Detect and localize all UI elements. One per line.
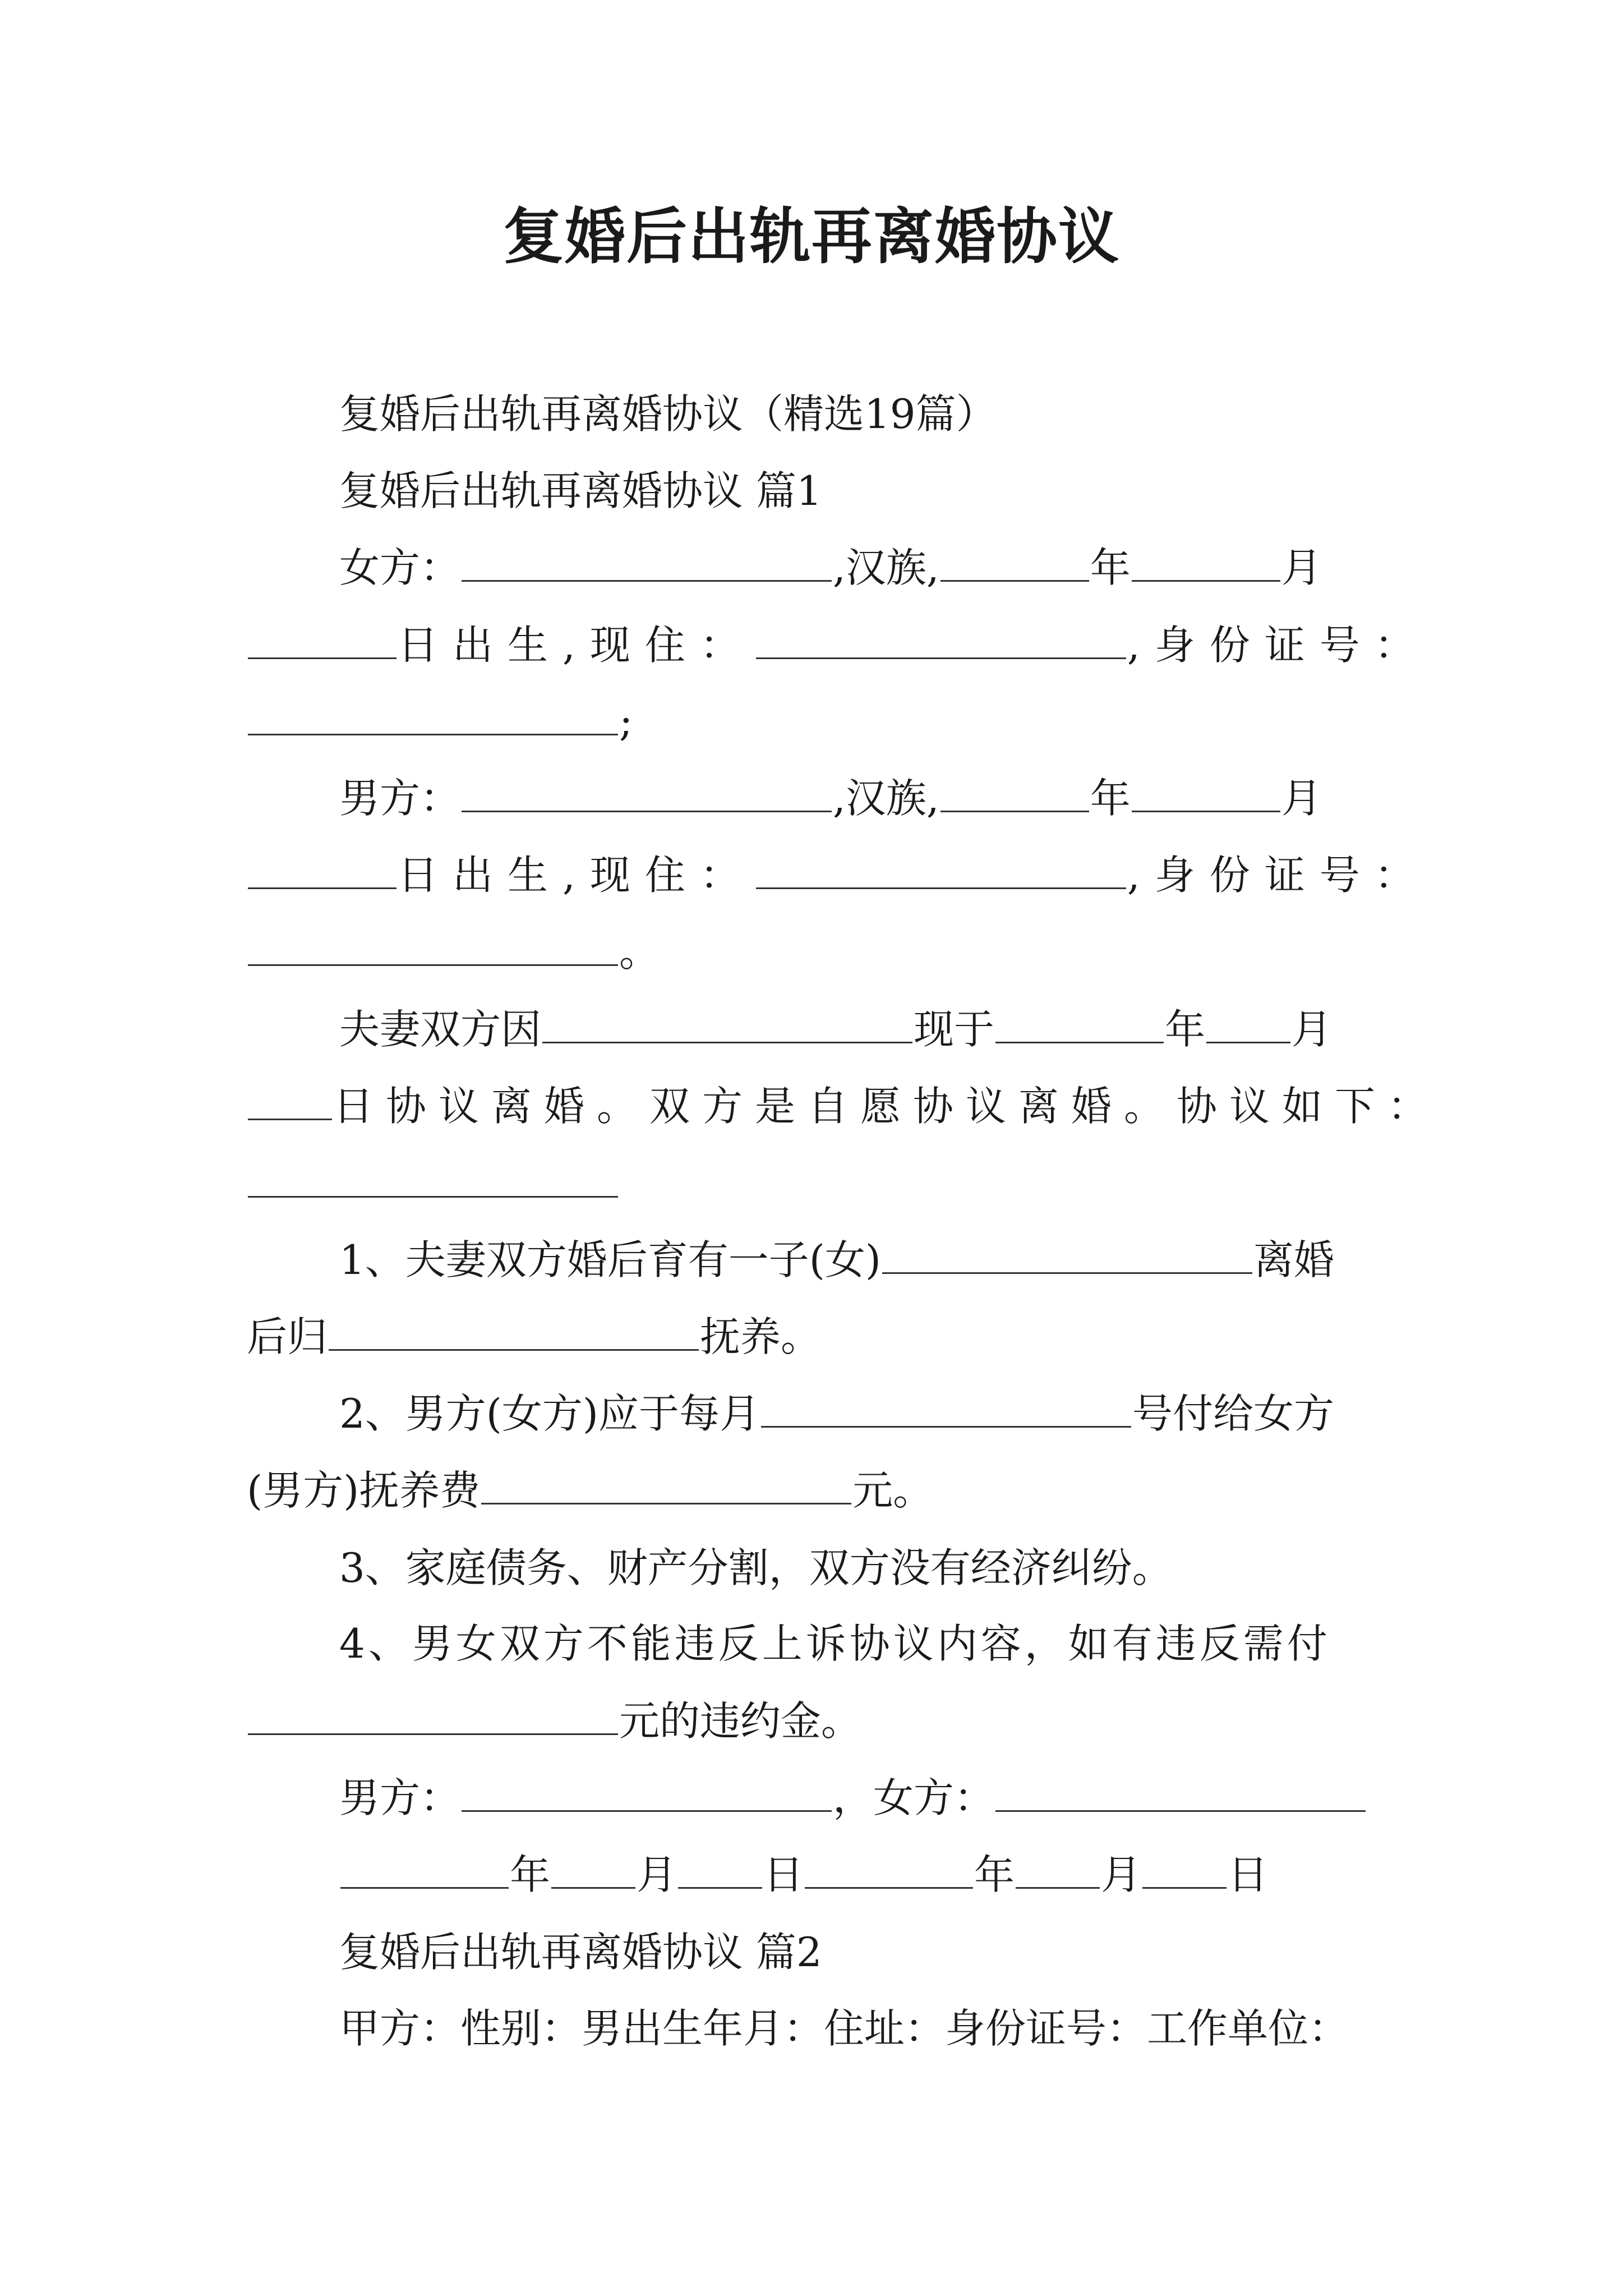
item-2-d: 元。 [852, 1467, 934, 1514]
male-end: 。 [619, 928, 660, 976]
male-line-2 [247, 847, 1430, 903]
female-month: 月 [1281, 544, 1322, 591]
document-title: 复婚后出轨再离婚协议 [502, 201, 1120, 272]
item-2-c: (男方)抚养费 [247, 1467, 481, 1514]
reason-month-blank[interactable] [1206, 1007, 1290, 1043]
female-id-blank[interactable] [248, 699, 618, 735]
male-ethnic: ,汉族, [833, 775, 939, 822]
section-1-heading: 复婚后出轨再离婚协议 篇1 [339, 467, 822, 514]
female-sign-day-blank[interactable] [1142, 1852, 1227, 1889]
female-day-blank[interactable] [248, 623, 396, 659]
item-3: 3、家庭债务、财产分割，双方没有经济纠纷。 [339, 1544, 1173, 1591]
reason-now: 现于 [914, 1006, 995, 1053]
female-sign-month-blank[interactable] [1016, 1852, 1100, 1889]
female-line-1 [339, 540, 1322, 596]
reason-line-1 [339, 1001, 1332, 1057]
item-4-line-1: 4、男女双方不能违反上诉协议内容，如有违反需付 [339, 1620, 1331, 1667]
male-sign-year-blank[interactable] [340, 1852, 509, 1889]
sign-male-blank[interactable] [462, 1775, 832, 1812]
item-1-line-2 [247, 1309, 821, 1365]
agreement-blank[interactable] [248, 1161, 618, 1198]
reason-line-3 [247, 1156, 619, 1212]
sign-female-label: ，女方： [833, 1774, 995, 1821]
item-2-line-2 [247, 1462, 933, 1519]
item-4-line-2 [247, 1693, 861, 1749]
female-ethnic: ,汉族, [833, 544, 939, 591]
male-born: 日出生,现住： [398, 852, 755, 899]
sign-female-blank[interactable] [995, 1775, 1366, 1812]
item-1-custody-blank[interactable] [329, 1314, 699, 1351]
item-1-b: 离婚 [1253, 1236, 1335, 1283]
male-year: 年 [1090, 775, 1131, 822]
male-sign-day: 日 [763, 1851, 804, 1898]
female-end: ; [619, 698, 633, 745]
female-label: 女方： [339, 544, 461, 591]
male-address-blank[interactable] [756, 853, 1126, 889]
item-1-child-blank[interactable] [882, 1237, 1252, 1274]
item-2-line-1 [339, 1386, 1334, 1442]
female-born: 日出生,现住： [398, 622, 755, 669]
signature-line [339, 1770, 1367, 1826]
female-address-blank[interactable] [756, 623, 1126, 659]
female-name-blank[interactable] [462, 545, 832, 582]
item-2-a: 2、男方(女方)应于每月 [339, 1390, 760, 1437]
male-sign-year: 年 [510, 1851, 551, 1898]
female-year: 年 [1090, 544, 1131, 591]
female-month-blank[interactable] [1132, 545, 1280, 582]
item-2-amount-blank[interactable] [481, 1468, 851, 1504]
document-subtitle: 复婚后出轨再离婚协议（精选19篇） [339, 390, 997, 438]
reason-day-blank[interactable] [248, 1084, 332, 1120]
reason-month: 月 [1292, 1006, 1332, 1053]
male-id: ,身份证号： [1127, 852, 1430, 899]
male-sign-month: 月 [637, 1851, 677, 1898]
male-year-blank[interactable] [940, 776, 1089, 812]
male-day-blank[interactable] [248, 853, 396, 889]
sign-male-label: 男方： [339, 1774, 461, 1821]
party-a-line: 甲方：性别：男出生年月：住址：身份证号：工作单位： [339, 2005, 1349, 2052]
signature-date-line [339, 1847, 1268, 1903]
item-1-a: 1、夫妻双方婚后育有一子(女) [339, 1236, 881, 1283]
item-1-d: 抚养。 [700, 1313, 822, 1360]
reason-year: 年 [1165, 1006, 1206, 1053]
item-4-penalty-blank[interactable] [248, 1699, 618, 1735]
female-line-3 [247, 693, 633, 749]
male-month-blank[interactable] [1132, 776, 1280, 812]
female-id: ,身份证号： [1127, 622, 1430, 669]
male-sign-month-blank[interactable] [551, 1852, 635, 1889]
reason-year-blank[interactable] [995, 1007, 1164, 1043]
item-4-b: 元的违约金。 [619, 1697, 862, 1745]
male-sign-day-blank[interactable] [678, 1852, 762, 1889]
reason-prefix: 夫妻双方因 [339, 1006, 542, 1053]
item-2-b: 号付给女方 [1132, 1390, 1335, 1437]
female-line-2 [247, 617, 1430, 673]
reason-line-2 [247, 1078, 1440, 1134]
female-sign-day: 日 [1228, 1851, 1269, 1898]
male-month: 月 [1281, 775, 1322, 822]
item-1-line-1 [339, 1232, 1334, 1288]
male-label: 男方： [339, 775, 461, 822]
female-sign-month: 月 [1101, 1851, 1142, 1898]
female-sign-year: 年 [974, 1851, 1015, 1898]
reason-blank[interactable] [542, 1007, 912, 1043]
item-1-c: 后归 [247, 1313, 328, 1360]
reason-rest: 日协议离婚。双方是自愿协议离婚。协议如下： [333, 1083, 1441, 1130]
female-year-blank[interactable] [940, 545, 1089, 582]
male-name-blank[interactable] [462, 776, 832, 812]
male-line-3 [247, 924, 660, 980]
male-line-1 [339, 770, 1322, 826]
female-sign-year-blank[interactable] [805, 1852, 973, 1889]
male-id-blank[interactable] [248, 930, 618, 966]
item-2-day-blank[interactable] [761, 1391, 1131, 1428]
section-2-heading: 复婚后出轨再离婚协议 篇2 [339, 1929, 822, 1976]
